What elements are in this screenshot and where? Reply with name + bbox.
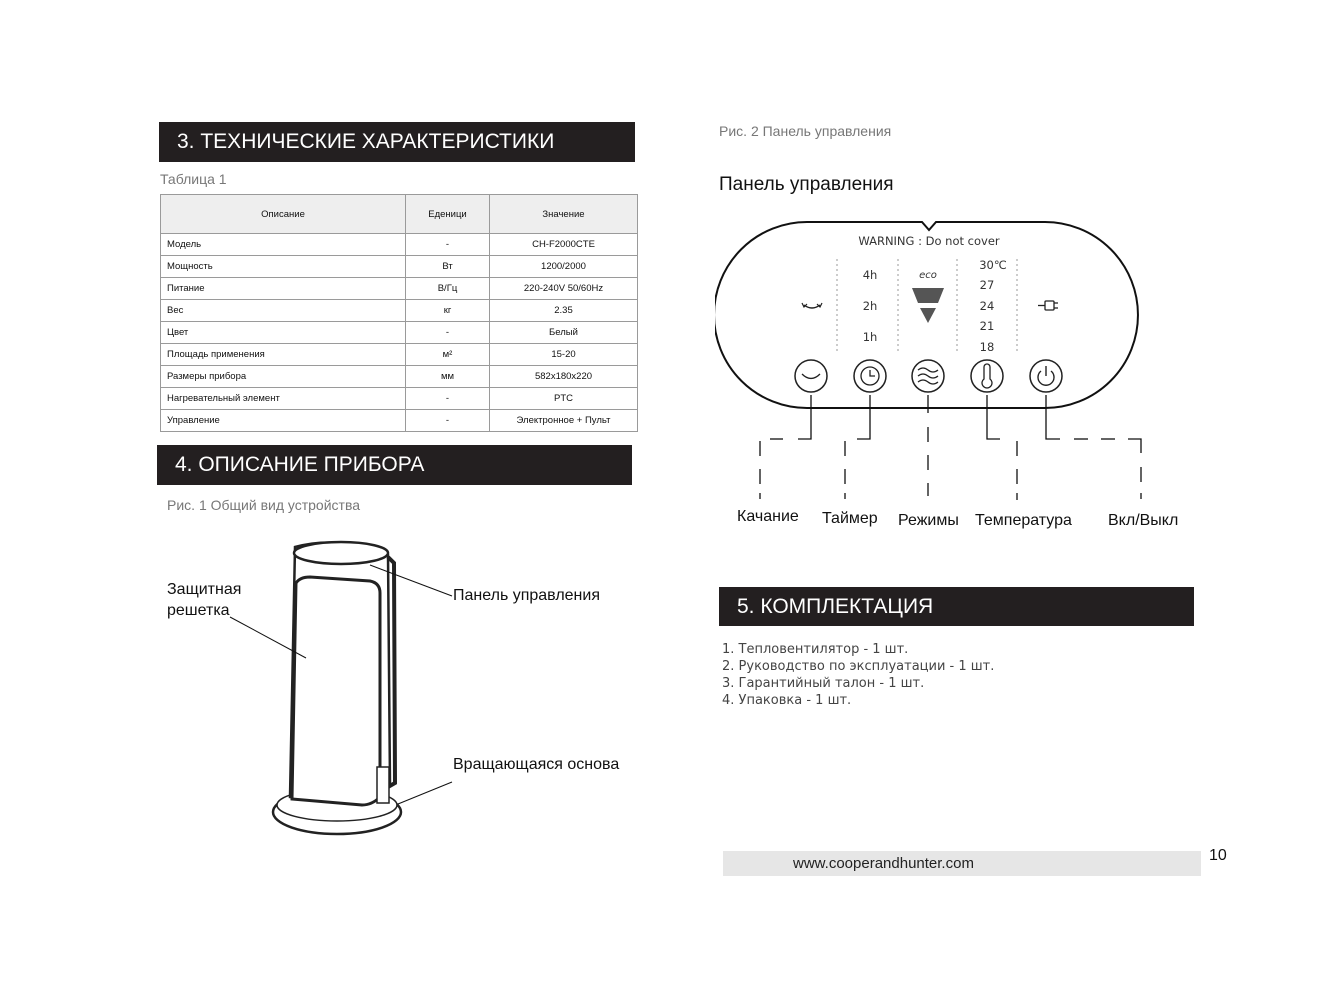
spec-table xyxy=(160,194,638,432)
table-cell-units: м² xyxy=(406,344,490,366)
table-cell-value: 582x180x220 xyxy=(490,366,638,388)
temp-value-30: 30℃ xyxy=(979,258,1007,272)
footer-bar xyxy=(723,851,1201,876)
table-row xyxy=(161,388,638,410)
table-cell-units: - xyxy=(406,322,490,344)
table-cell-description: Площадь применения xyxy=(161,344,406,366)
control-panel-label: Панель управления xyxy=(453,587,600,604)
package-list xyxy=(722,641,994,709)
swing-label: Качание xyxy=(737,508,799,525)
list-item: 1. Тепловентилятор - 1 шт. xyxy=(722,642,909,657)
table-cell-value: 15-20 xyxy=(490,344,638,366)
table-row xyxy=(161,410,638,432)
table-cell-value: 1200/2000 xyxy=(490,256,638,278)
table-row xyxy=(161,322,638,344)
temp-value-21: 21 xyxy=(979,319,995,333)
list-item: 3. Гарантийный талон - 1 шт. xyxy=(722,676,925,691)
timer-value-4h: 4h xyxy=(862,268,878,282)
eco-indicator: eco xyxy=(919,270,937,281)
table-cell-description: Управление xyxy=(161,410,406,432)
table-cell-value: Белый xyxy=(490,322,638,344)
table-cell-units: мм xyxy=(406,366,490,388)
table-row xyxy=(161,344,638,366)
table-cell-value: PTC xyxy=(490,388,638,410)
control-panel-diagram xyxy=(715,215,1145,500)
table-row xyxy=(161,234,638,256)
table-cell-units: - xyxy=(406,410,490,432)
rotating-base-label: Вращающаяся основа xyxy=(453,756,620,773)
table-cell-description: Питание xyxy=(161,278,406,300)
table-header-row xyxy=(161,195,638,234)
section-4-title: 4. ОПИСАНИЕ ПРИБОРА xyxy=(175,453,425,476)
table-row xyxy=(161,278,638,300)
temp-value-27: 27 xyxy=(979,278,995,292)
timer-button[interactable] xyxy=(854,360,886,392)
table-cell-description: Размеры прибора xyxy=(161,366,406,388)
table-cell-units: - xyxy=(406,234,490,256)
table-cell-units: В/Гц xyxy=(406,278,490,300)
heater-leader-lines xyxy=(220,540,460,820)
power-button[interactable] xyxy=(1030,360,1062,392)
list-item: 2. Руководство по эксплуатации - 1 шт. xyxy=(722,659,995,674)
swing-button[interactable] xyxy=(795,360,827,392)
temp-value-24: 24 xyxy=(979,299,995,313)
table-row xyxy=(161,300,638,322)
timer-label: Таймер xyxy=(822,510,878,527)
section-4-title-bar xyxy=(157,445,632,485)
figure-1-caption: Рис. 1 Общий вид устройства xyxy=(167,497,361,513)
temperature-label: Температура xyxy=(975,512,1072,529)
table-cell-value: 220-240V 50/60Hz xyxy=(490,278,638,300)
timer-value-2h: 2h xyxy=(862,299,878,313)
table-caption: Таблица 1 xyxy=(160,171,227,187)
table-cell-description: Мощность xyxy=(161,256,406,278)
table-cell-description: Нагревательный элемент xyxy=(161,388,406,410)
grille-label-line2: решетка xyxy=(167,602,230,619)
table-cell-value: Электронное + Пульт xyxy=(490,410,638,432)
table-row xyxy=(161,256,638,278)
table-cell-units: - xyxy=(406,388,490,410)
temperature-button[interactable] xyxy=(971,360,1003,392)
section-3-title: 3. ТЕХНИЧЕСКИЕ ХАРАКТЕРИСТИКИ xyxy=(177,130,555,153)
table-header-units: Еденици xyxy=(406,195,490,234)
table-cell-value: 2.35 xyxy=(490,300,638,322)
page-number: 10 xyxy=(1209,847,1227,864)
table-cell-description: Вес xyxy=(161,300,406,322)
timer-value-1h: 1h xyxy=(862,330,878,344)
figure-2-caption: Рис. 2 Панель управления xyxy=(719,123,892,139)
section-5-title: 5. КОМПЛЕКТАЦИЯ xyxy=(737,594,934,618)
power-label: Вкл/Выкл xyxy=(1108,512,1179,529)
temp-value-18: 18 xyxy=(979,340,995,354)
table-cell-units: кг xyxy=(406,300,490,322)
table-header-description: Описание xyxy=(161,195,406,234)
table-cell-value: CH-F2000CTE xyxy=(490,234,638,256)
table-cell-units: Вт xyxy=(406,256,490,278)
grille-label-line1: Защитная xyxy=(167,581,242,598)
section-3-title-bar xyxy=(159,122,635,162)
warning-text: WARNING : Do not cover xyxy=(858,234,1000,248)
table-header-value: Значение xyxy=(490,195,638,234)
section-5-title-bar xyxy=(719,587,1194,626)
footer-url: www.cooperandhunter.com xyxy=(793,855,974,872)
panel-title: Панель управления xyxy=(719,174,894,195)
modes-button[interactable] xyxy=(912,360,944,392)
table-row xyxy=(161,366,638,388)
table-cell-description: Модель xyxy=(161,234,406,256)
list-item: 4. Упаковка - 1 шт. xyxy=(722,693,852,708)
modes-label: Режимы xyxy=(898,512,959,529)
table-cell-description: Цвет xyxy=(161,322,406,344)
